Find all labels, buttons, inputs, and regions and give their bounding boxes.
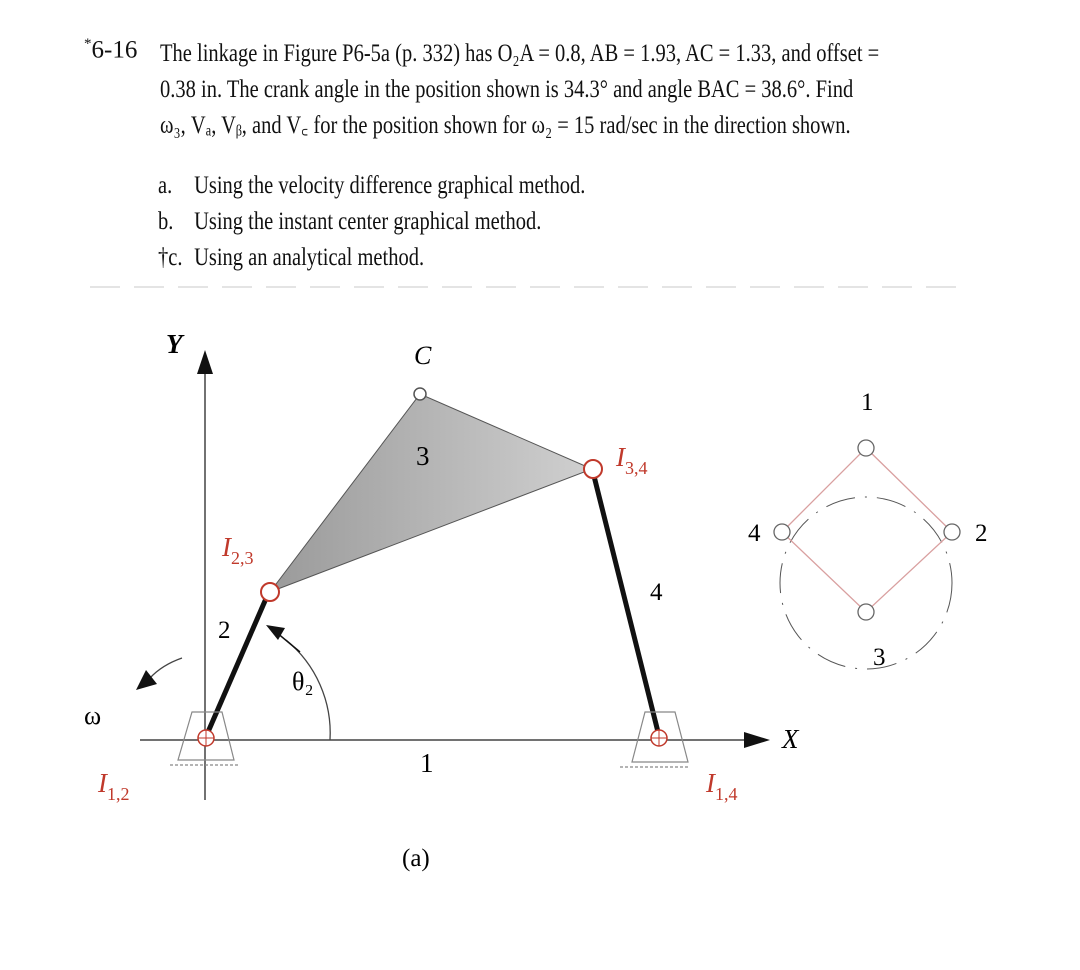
x-axis-label: X xyxy=(782,724,799,754)
i23-label: $I_{2,3}$ xyxy=(222,532,254,568)
link-2-label: 2 xyxy=(218,617,231,644)
graph-label-1: 1 xyxy=(861,389,874,416)
y-axis-label: Y xyxy=(166,329,183,359)
graph-label-4: 4 xyxy=(748,520,761,547)
graph-label-3: 3 xyxy=(873,644,886,671)
graph-node-2 xyxy=(944,524,960,540)
i34-label: $I_{3,4}$ xyxy=(616,442,648,478)
joint-i23 xyxy=(261,583,279,601)
part-a: a. Using the velocity difference graphical method. xyxy=(158,172,586,199)
omega-label: ω xyxy=(84,701,102,730)
problem-line-2: 0.38 in. The crank angle in the position shown is 34.3° and angle BAC = 38.6°. Find xyxy=(160,76,854,103)
graph-node-4 xyxy=(774,524,790,540)
link-1-label: 1 xyxy=(420,748,434,778)
coupler-link-3 xyxy=(270,394,592,592)
i12-label: $I_{1,2}$ xyxy=(98,768,130,804)
crank-link-2 xyxy=(208,594,268,732)
part-b: b. Using the instant center graphical method. xyxy=(158,208,542,235)
y-axis-arrow-icon xyxy=(197,350,213,374)
omega-arrow-icon xyxy=(136,670,157,690)
link-3-label: 3 xyxy=(416,441,430,471)
graph-label-2: 2 xyxy=(975,520,988,547)
problem-line-1: The linkage in Figure P6-5a (p. 332) has O₂A = 0.8, AB = 1.93, AC = 1.33, and offset = xyxy=(160,40,880,67)
graph-node-3 xyxy=(858,604,874,620)
point-c-label: C xyxy=(414,341,432,370)
graph-circle xyxy=(780,497,952,669)
part-c: †c. Using an analytical method. xyxy=(158,244,425,271)
figure-caption: (a) xyxy=(402,845,430,872)
point-c xyxy=(414,388,426,400)
link-4-label: 4 xyxy=(650,579,663,606)
joint-i34 xyxy=(584,460,602,478)
rocker-link-4 xyxy=(593,472,658,732)
problem-number: *6-16 xyxy=(84,36,138,64)
x-axis-arrow-icon xyxy=(744,732,770,748)
problem-line-3: ω₃, Vₐ, Vᵦ, and V꜀ for the position shown for ω₂ = 15 rad/sec in the direction shown. xyxy=(160,112,851,139)
theta-label: θ₂ xyxy=(292,667,314,696)
i14-label: $I_{1,4}$ xyxy=(706,768,738,804)
graph-edges xyxy=(782,448,952,612)
omega-arc xyxy=(150,658,182,678)
graph-node-1 xyxy=(858,440,874,456)
linear-graph xyxy=(748,389,988,671)
